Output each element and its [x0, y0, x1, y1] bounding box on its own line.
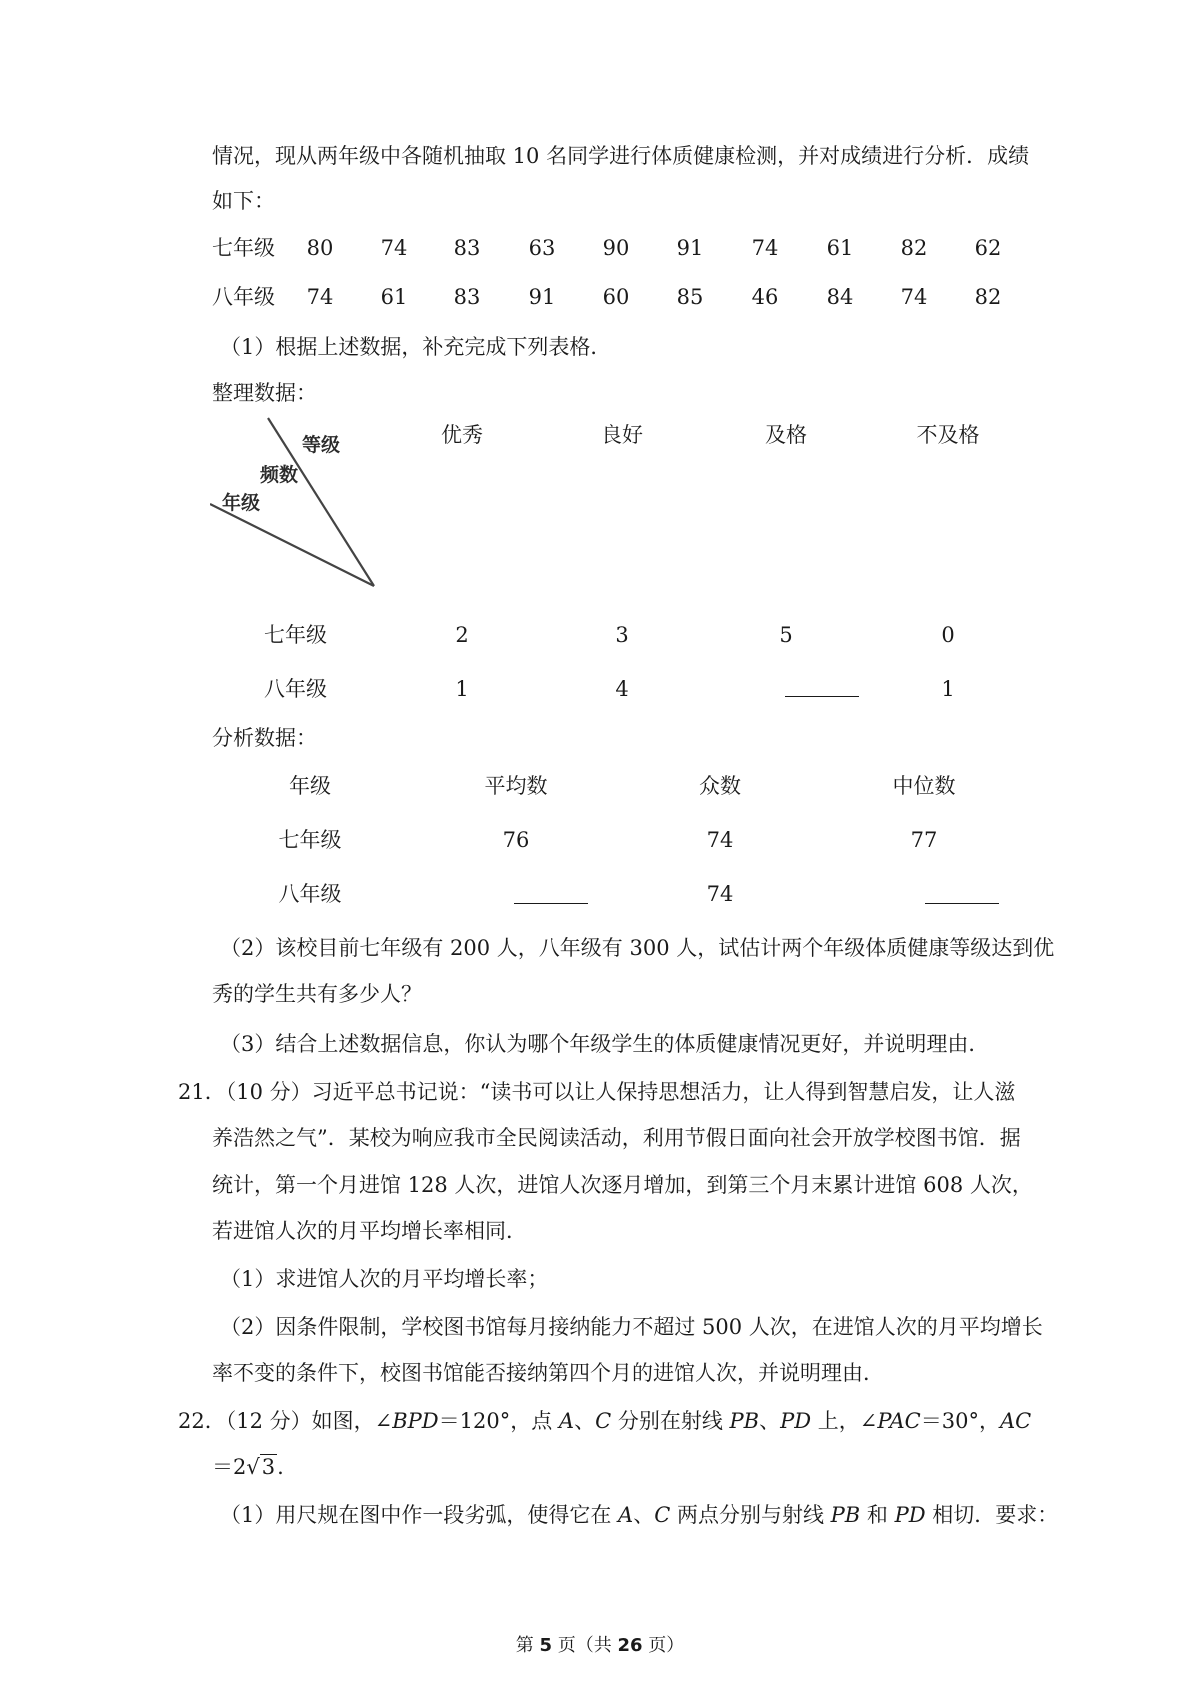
p22-text: . — [277, 1455, 284, 1479]
corner-label-grade-level: 等级 — [302, 434, 341, 456]
problem-22-sub-1 — [220, 1500, 1059, 1530]
stats-cell: 77 — [910, 828, 938, 852]
problem-21-line-3: 统计，第一个月进馆 128 人次，进馆人次逐月增加，到第三个月末累计进馆 608 人次， — [212, 1173, 1033, 1197]
p22-var: A — [558, 1409, 575, 1433]
score-cell: 85 — [676, 285, 704, 309]
freq-row-grade7-label: 七年级 — [264, 623, 327, 647]
freq-header-good: 良好 — [601, 423, 643, 447]
score-cell: 61 — [380, 285, 408, 309]
freq-cell: 3 — [615, 623, 629, 647]
question-2-line-1: （2）该校目前七年级有 200 人，八年级有 300 人，试估计两个年级体质健康等级达到优 — [220, 936, 1055, 960]
p22-text: 相切．要求： — [925, 1503, 1059, 1527]
score-cell: 74 — [900, 285, 928, 309]
footer-text: 页） — [642, 1635, 685, 1656]
answer-blank-mean-grade8[interactable] — [514, 903, 588, 904]
stats-header-mode: 众数 — [699, 774, 741, 798]
problem-22-line-2 — [212, 1452, 1032, 1482]
freq-cell: 5 — [779, 623, 793, 647]
score-cell: 46 — [751, 285, 779, 309]
p22-var: PB — [830, 1503, 861, 1527]
score-cell: 61 — [826, 236, 854, 260]
score-cell: 82 — [974, 285, 1002, 309]
p22-var: BPD — [392, 1409, 439, 1433]
sqrt-symbol: √3 — [246, 1455, 276, 1479]
score-cell: 63 — [528, 236, 556, 260]
stats-header-median: 中位数 — [892, 774, 956, 798]
question-2-line-2: 秀的学生共有多少人？ — [212, 982, 422, 1006]
p22-text: 两点分别与射线 — [670, 1503, 831, 1527]
stats-row-grade8-label: 八年级 — [278, 882, 342, 906]
p22-text: 、 — [574, 1409, 596, 1433]
stats-cell: 74 — [706, 882, 734, 906]
corner-label-year: 年级 — [222, 492, 261, 514]
footer-text: 第 — [515, 1635, 540, 1656]
freq-header-fail: 不及格 — [916, 423, 980, 447]
p22-text: 、 — [759, 1409, 781, 1433]
grade7-score-label: 七年级 — [212, 236, 275, 260]
freq-cell: 1 — [455, 677, 469, 701]
p22-text: ＝2 — [212, 1455, 247, 1479]
p22-var: PB — [729, 1409, 760, 1433]
footer-total-pages: 26 — [617, 1635, 643, 1656]
corner-label-frequency: 频数 — [260, 464, 299, 486]
score-cell: 91 — [676, 236, 704, 260]
grade8-score-label: 八年级 — [212, 285, 275, 309]
page-footer — [0, 1631, 1200, 1657]
score-cell: 74 — [380, 236, 408, 260]
question-1-text: （1）根据上述数据，补充完成下列表格． — [220, 335, 612, 359]
answer-blank-median-grade8[interactable] — [925, 903, 999, 904]
score-cell: 62 — [974, 236, 1002, 260]
freq-header-pass: 及格 — [765, 423, 807, 447]
table-corner-diagonal — [210, 416, 380, 596]
problem-22-line-1 — [178, 1406, 1032, 1436]
freq-cell: 2 — [455, 623, 469, 647]
question-3-text: （3）结合上述数据信息，你认为哪个年级学生的体质健康情况更好，并说明理由． — [220, 1032, 990, 1056]
p22-var: AC — [999, 1409, 1032, 1433]
score-cell: 60 — [602, 285, 630, 309]
p22-text: （1）用尺规在图中作一段劣弧，使得它在 — [220, 1503, 619, 1527]
score-cell: 83 — [453, 285, 481, 309]
answer-blank-pass-grade8[interactable] — [785, 696, 859, 697]
freq-row-grade8-label: 八年级 — [264, 677, 327, 701]
footer-page-number: 5 — [539, 1635, 552, 1656]
problem-21-sub-1: （1）求进馆人次的月平均增长率； — [220, 1267, 549, 1291]
analyze-data-label: 分析数据： — [212, 726, 317, 750]
p22-text: 22．（12 分）如图，∠ — [178, 1409, 393, 1433]
organize-data-label: 整理数据： — [212, 381, 317, 405]
sqrt-radicand: 3 — [261, 1455, 276, 1479]
score-cell: 80 — [306, 236, 334, 260]
p22-var: C — [595, 1409, 612, 1433]
freq-cell: 0 — [941, 623, 955, 647]
stats-header-mean: 平均数 — [484, 774, 548, 798]
p22-var: C — [654, 1503, 671, 1527]
p22-var: PD — [894, 1503, 926, 1527]
freq-header-excellent: 优秀 — [441, 423, 483, 447]
score-cell: 74 — [306, 285, 334, 309]
score-cell: 74 — [751, 236, 779, 260]
problem-21-line-2: 养浩然之气”．某校为响应我市全民阅读活动，利用节假日面向社会开放学校图书馆．据 — [212, 1126, 1021, 1150]
problem-21-sub-2-line-1: （2）因条件限制，学校图书馆每月接纳能力不超过 500 人次，在进馆人次的月平均增长 — [220, 1315, 1043, 1339]
score-cell: 82 — [900, 236, 928, 260]
p22-var: PD — [780, 1409, 812, 1433]
score-cell: 83 — [453, 236, 481, 260]
p22-text: 、 — [633, 1503, 655, 1527]
problem-21-line-1: 21．（10 分）习近平总书记说：“读书可以让人保持思想活力，让人得到智慧启发，让人滋 — [178, 1080, 1016, 1104]
p22-text: ＝120°，点 — [438, 1409, 559, 1433]
stats-row-grade7-label: 七年级 — [278, 828, 342, 852]
score-cell: 84 — [826, 285, 854, 309]
footer-text: 页（共 — [552, 1635, 618, 1656]
stats-cell: 74 — [706, 828, 734, 852]
stats-cell: 76 — [502, 828, 530, 852]
p22-text: 上，∠ — [811, 1409, 878, 1433]
p22-var: A — [618, 1503, 634, 1527]
intro-line-2: 如下： — [212, 189, 275, 213]
score-cell: 90 — [602, 236, 630, 260]
intro-line-1: 情况，现从两年级中各随机抽取 10 名同学进行体质健康检测，并对成绩进行分析．成绩 — [212, 144, 1030, 168]
score-cell: 91 — [528, 285, 556, 309]
p22-text: 分别在射线 — [611, 1409, 730, 1433]
stats-header-grade: 年级 — [289, 774, 331, 798]
freq-cell: 4 — [615, 677, 629, 701]
problem-21-sub-2-line-2: 率不变的条件下，校图书馆能否接纳第四个月的进馆人次，并说明理由． — [212, 1361, 884, 1385]
problem-21-line-4: 若进馆人次的月平均增长率相同． — [212, 1219, 527, 1243]
p22-text: 和 — [860, 1503, 895, 1527]
freq-cell: 1 — [941, 677, 955, 701]
p22-text: ＝30°， — [920, 1409, 1000, 1433]
p22-var: PAC — [877, 1409, 921, 1433]
